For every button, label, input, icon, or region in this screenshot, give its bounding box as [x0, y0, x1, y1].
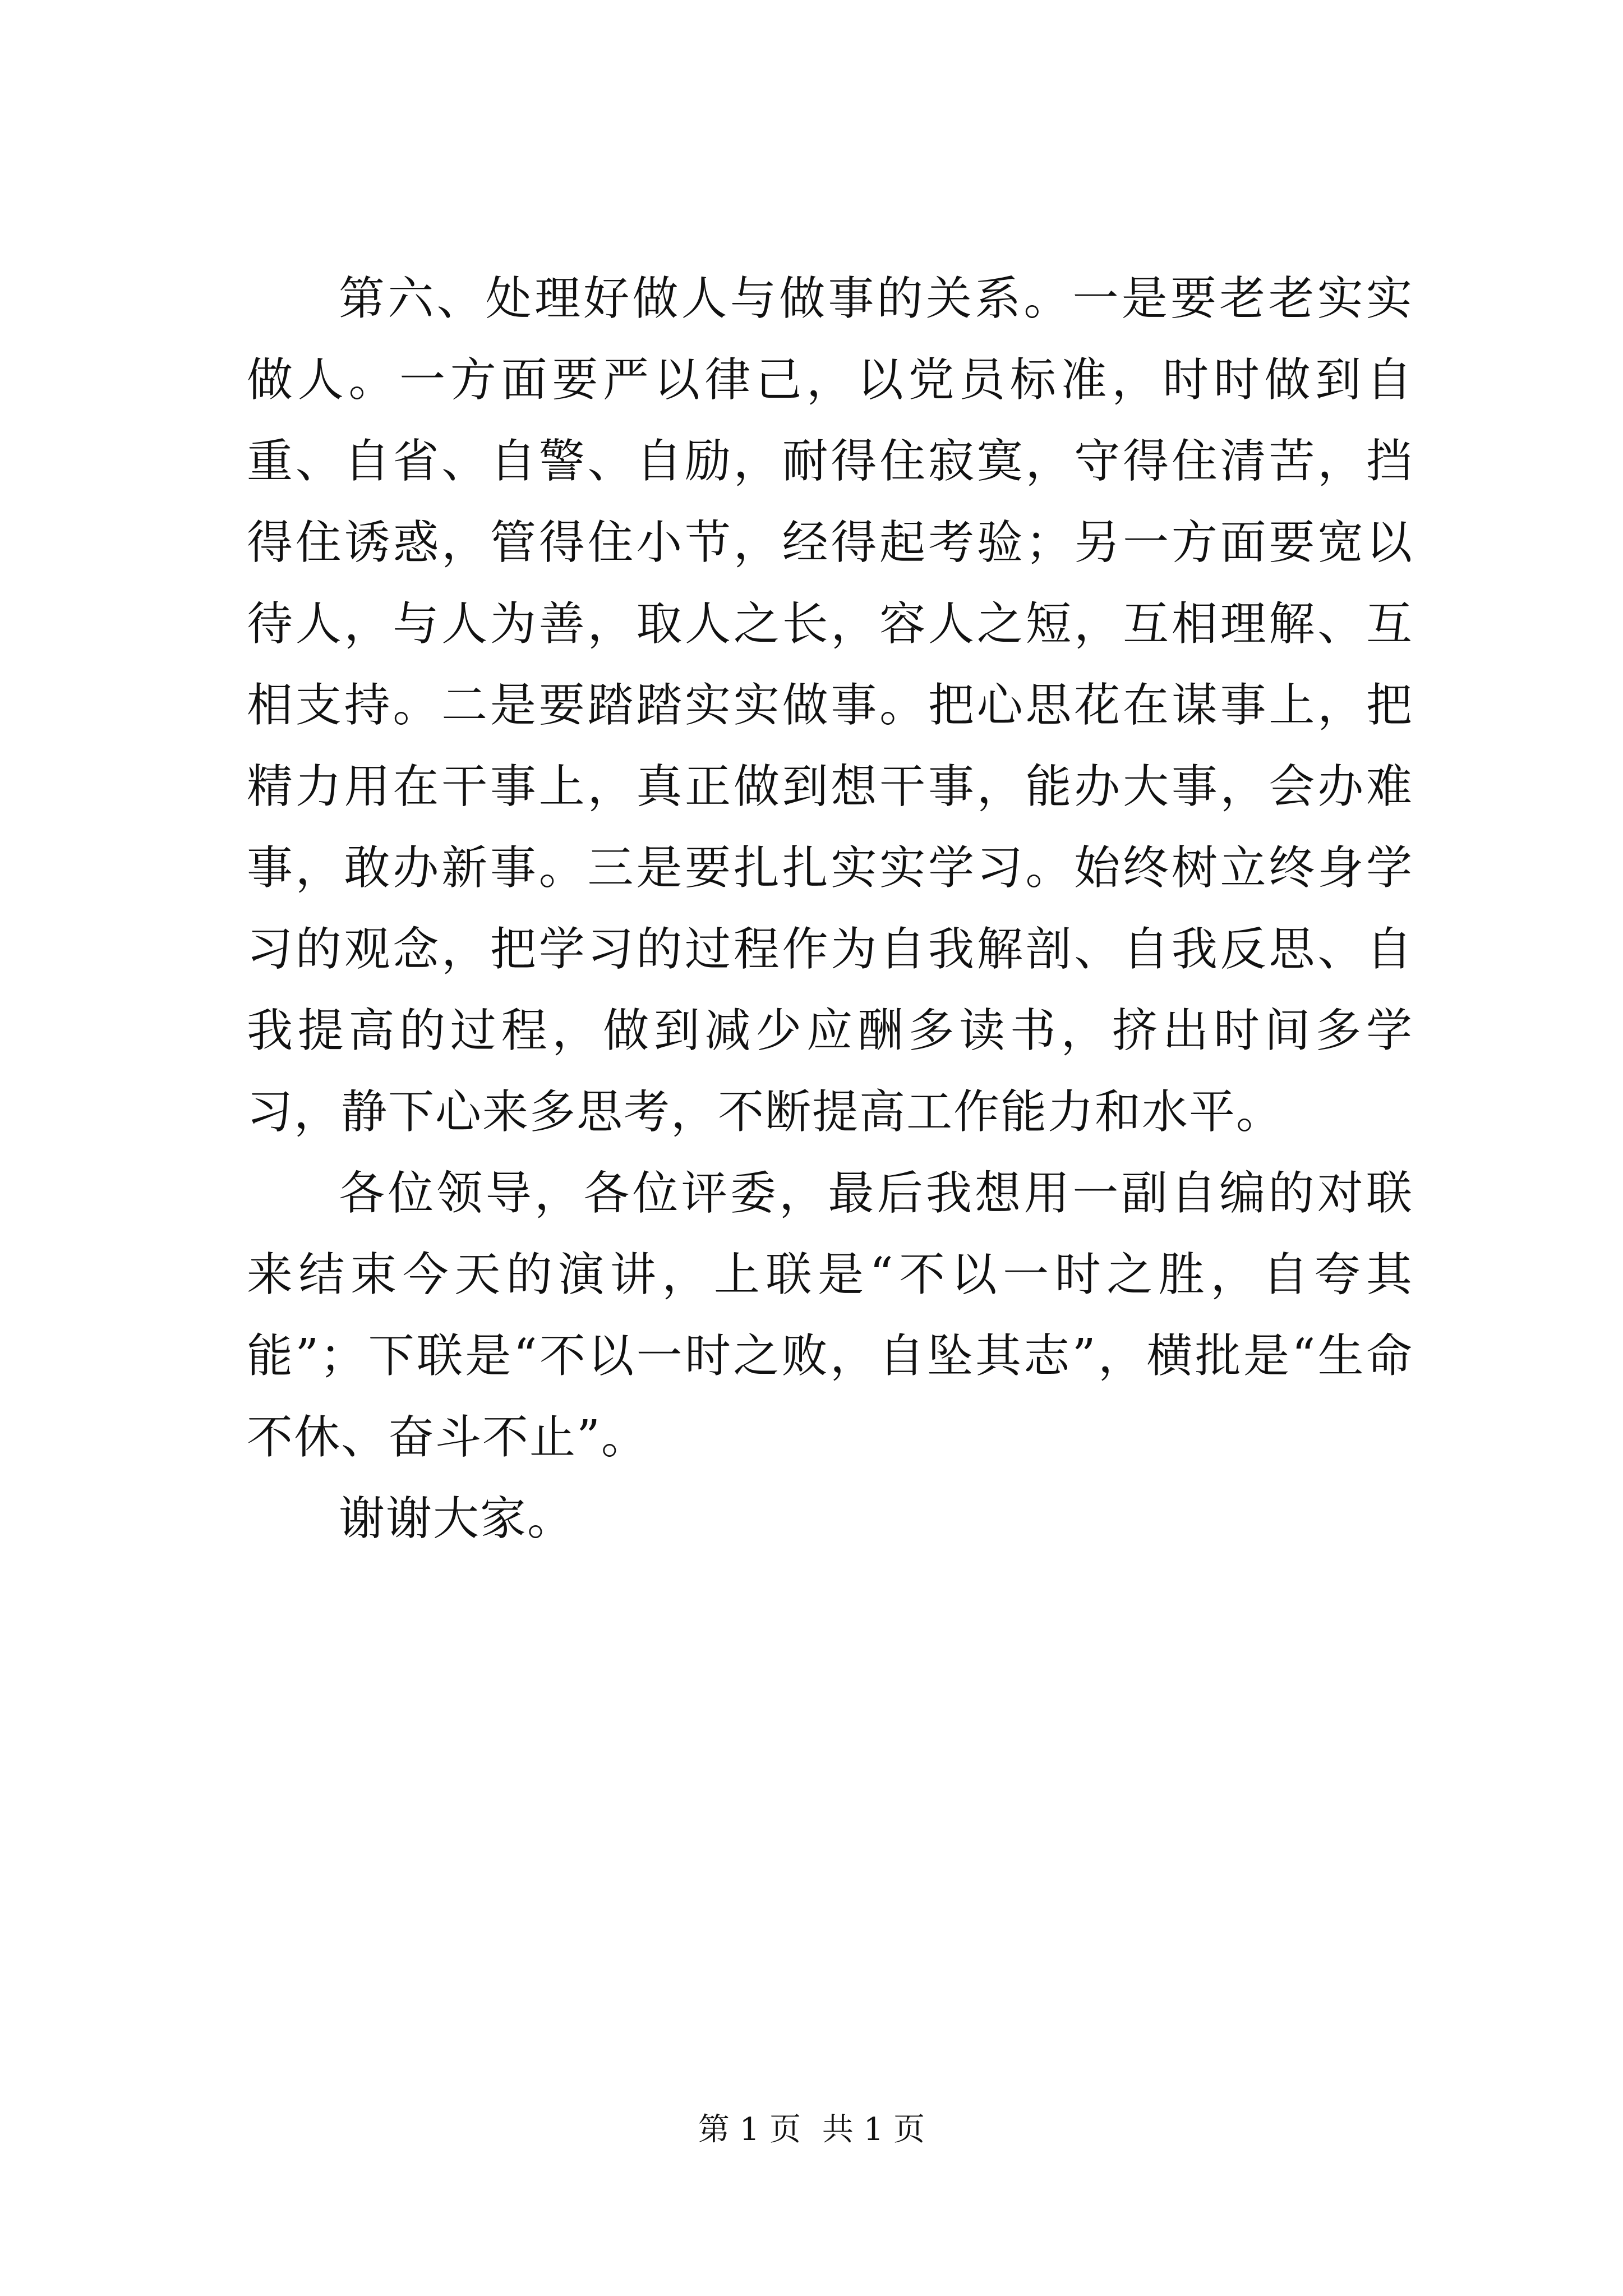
page-footer [0, 2110, 1623, 2150]
paragraph-couplet: 各位领导，各位评委，最后我想用一副自编的对联来结束今天的演讲，上联是“不以一时之胜，自夸其能”；下联是“不以一时之败，自坠其志”，横批是“生命不休、奋斗不止”。 [247, 1167, 1413, 1464]
page-total: 共 1 页 [822, 2111, 925, 2148]
document-body [247, 258, 1413, 1559]
page-number: 第 1 页 [698, 2111, 801, 2148]
paragraph-thanks: 谢谢大家。 [339, 1492, 575, 1545]
paragraph-relationship: 第六、处理好做人与做事的关系。一是要老老实实做人。一方面要严以律己，以党员标准，时时做到自重、自省、自警、自励，耐得住寂寞，守得住清苦，挡得住诱惑，管得住小节，经得起考验；另一方面要宽以待人，与人为善，取人之长，容人之短，互相理解、互相支持。二是要踏踏实实做事。把心思花在谋事上，把精力用在干事上，真正做到想干事，能办大事，会办难事，敢办新事。三是要扎扎实实学习。始终树立终身学习的观念，把学习的过程作为自我解剖、自我反思、自我提高的过程，做到减少应酬多读书，挤出时间多学习，静下心来多思考，不断提高工作能力和水平。 [247, 272, 1413, 1139]
